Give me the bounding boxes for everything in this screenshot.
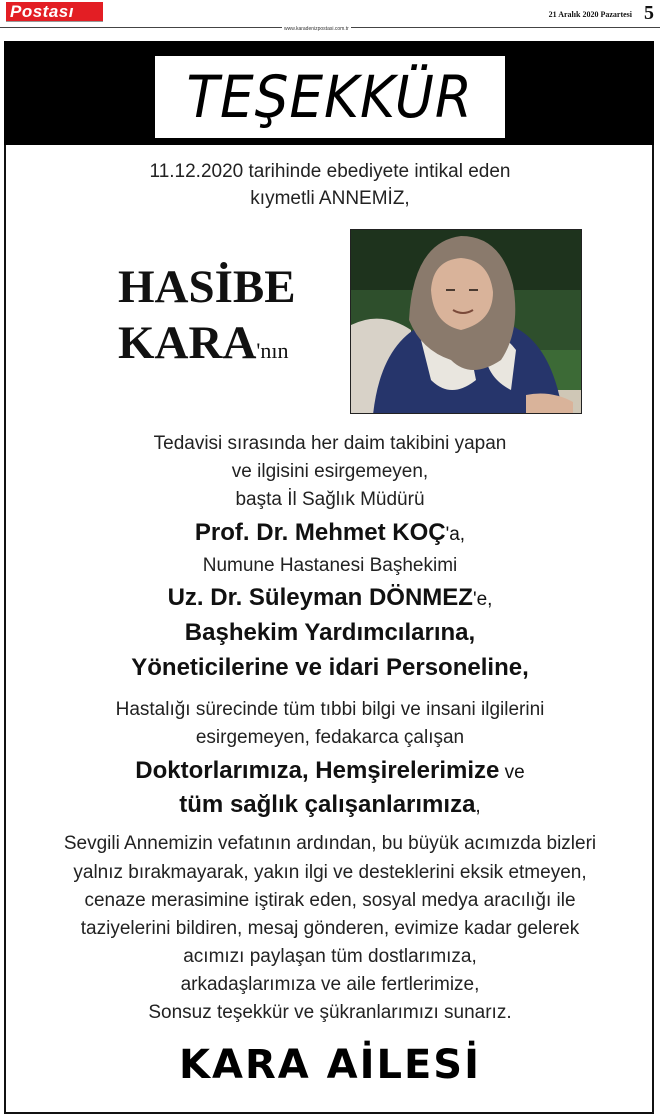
portrait-illustration xyxy=(351,230,582,414)
issue-date: 21 Aralık 2020 Pazartesi xyxy=(548,10,632,19)
body-line-5: Numune Hastanesi Başhekimi xyxy=(202,555,458,576)
doctor-name-1 xyxy=(0,519,660,547)
body-line-1: Tedavisi sırasında her daim takibini yapan xyxy=(153,433,507,454)
body-line-7: Başhekim Yardımcılarına, xyxy=(184,619,476,646)
paragraph-line-1: Sevgili Annemizin vefatının ardından, bu büyük acımızda bizleri xyxy=(63,833,597,854)
doctor-name-1-suffix: 'a, xyxy=(445,524,466,545)
body-line-11-text: Doktorlarımıza, Hemşirelerimize xyxy=(135,757,500,784)
name-suffix: 'nın xyxy=(256,338,289,363)
body-line-3: başta İl Sağlık Müdürü xyxy=(235,489,425,510)
page-number: 5 xyxy=(644,2,654,24)
paragraph-line-3: cenaze merasimine iştirak eden, sosyal medya aracılığı ile xyxy=(84,890,576,911)
paragraph-line-5: acımızı paylaşan tüm dostlarımıza, xyxy=(183,946,477,967)
intro-line-2: kıymetli ANNEMİZ, xyxy=(250,188,410,209)
paragraph-line-6: arkadaşlarımıza ve aile fertlerimize, xyxy=(180,974,480,995)
deceased-last-name xyxy=(118,318,288,376)
family-signature: KARA AİLESİ xyxy=(179,1042,481,1088)
body-line-10: esirgemeyen, fedakarca çalışan xyxy=(195,727,465,748)
body-line-9: Hastalığı sürecinde tüm tıbbi bilgi ve insani ilgilerini xyxy=(115,699,545,720)
site-url: www.karadenizpostasi.com.tr xyxy=(284,26,349,32)
doctor-name-1-text: Prof. Dr. Mehmet KOÇ xyxy=(194,519,446,546)
title-panel xyxy=(155,56,505,138)
body-line-11 xyxy=(0,757,660,785)
body-line-12-text: tüm sağlık çalışanlarımıza xyxy=(179,791,476,818)
newspaper-logo: Postası xyxy=(6,2,103,21)
logo-underline xyxy=(6,21,103,26)
body-line-2: ve ilgisini esirgemeyen, xyxy=(231,461,429,482)
intro-line-1: 11.12.2020 tarihinde ebediyete intikal eden xyxy=(149,161,511,182)
newspaper-header xyxy=(0,0,660,34)
doctor-name-2 xyxy=(0,584,660,612)
surname: KARA xyxy=(118,317,257,369)
paragraph-line-2: yalnız bırakmayarak, yakın ilgi ve desteklerini eksik etmeyen, xyxy=(73,862,587,883)
deceased-first-name: HASİBE xyxy=(118,261,296,313)
doctor-name-2-text: Uz. Dr. Süleyman DÖNMEZ xyxy=(167,584,473,611)
portrait-photo xyxy=(350,229,582,414)
paragraph-line-7: Sonsuz teşekkür ve şükranlarımızı sunarız. xyxy=(148,1002,512,1023)
body-line-12 xyxy=(0,791,660,819)
body-line-12-suffix: , xyxy=(475,796,481,817)
ad-title: TEŞEKKÜR xyxy=(186,63,474,131)
body-line-8: Yöneticilerine ve idari Personeline, xyxy=(131,654,529,681)
body-line-11-suffix: ve xyxy=(499,762,525,783)
paragraph-line-4: taziyelerini bildiren, mesaj gönderen, evimize kadar gelerek xyxy=(80,918,580,939)
doctor-name-2-suffix: 'e, xyxy=(472,589,493,610)
